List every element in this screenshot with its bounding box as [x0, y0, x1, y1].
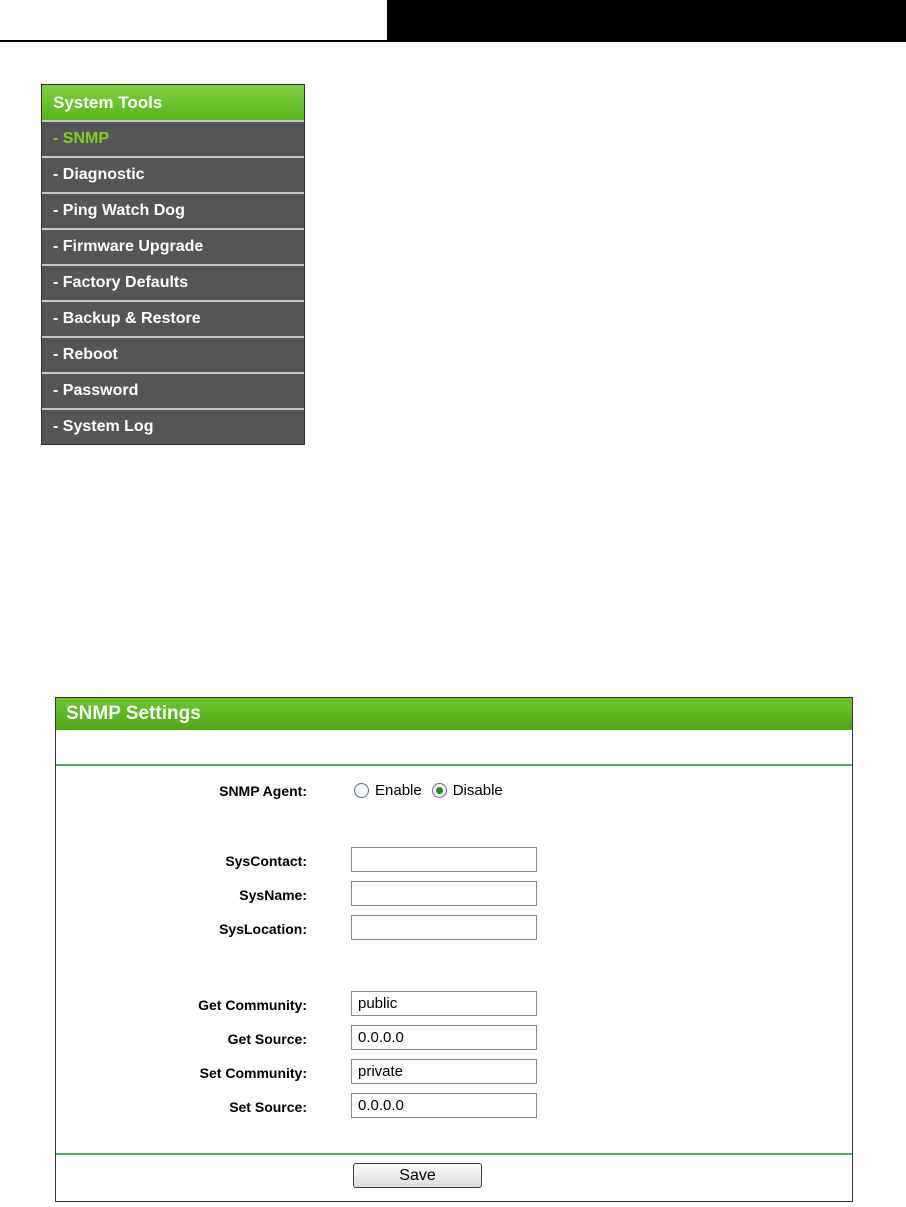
get-source-label: Get Source:: [227, 1031, 307, 1047]
header-bar: [387, 0, 906, 42]
menu-item-reboot[interactable]: - Reboot: [42, 338, 304, 374]
menu-item-factory-defaults[interactable]: - Factory Defaults: [42, 266, 304, 302]
get-source-input[interactable]: [351, 1025, 537, 1050]
header-rule: [0, 40, 387, 42]
menu-item-firmware-upgrade[interactable]: - Firmware Upgrade: [42, 230, 304, 266]
menu-item-ping-watch-dog[interactable]: - Ping Watch Dog: [42, 194, 304, 230]
system-tools-menu: [41, 84, 305, 445]
sysname-label: SysName:: [239, 887, 307, 903]
set-source-label: Set Source:: [229, 1099, 307, 1115]
enable-radio[interactable]: [354, 783, 369, 798]
menu-item-password[interactable]: - Password: [42, 374, 304, 410]
set-source-input[interactable]: [351, 1093, 537, 1118]
save-button[interactable]: Save: [353, 1163, 482, 1188]
sysname-input[interactable]: [351, 881, 537, 906]
disable-radio[interactable]: [432, 783, 447, 798]
set-community-input[interactable]: [351, 1059, 537, 1084]
panel-title: SNMP Settings: [56, 698, 852, 730]
get-community-input[interactable]: [351, 991, 537, 1016]
snmp-agent-radio-group: [354, 782, 513, 799]
menu-item-diagnostic[interactable]: - Diagnostic: [42, 158, 304, 194]
menu-item-system-log[interactable]: - System Log: [42, 410, 304, 444]
divider-top: [56, 764, 852, 766]
disable-radio-label[interactable]: Disable: [452, 782, 503, 799]
enable-radio-label[interactable]: Enable: [375, 782, 422, 799]
syscontact-label: SysContact:: [225, 853, 307, 869]
snmp-agent-label: SNMP Agent:: [219, 783, 307, 799]
snmp-settings-panel: [55, 697, 853, 1202]
set-community-label: Set Community:: [199, 1065, 307, 1081]
get-community-label: Get Community:: [198, 997, 307, 1013]
menu-item-backup-restore[interactable]: - Backup & Restore: [42, 302, 304, 338]
menu-title[interactable]: System Tools: [42, 85, 304, 122]
syslocation-label: SysLocation:: [219, 921, 307, 937]
syslocation-input[interactable]: [351, 915, 537, 940]
divider-bottom: [56, 1153, 852, 1155]
menu-item-snmp[interactable]: - SNMP: [42, 122, 304, 158]
syscontact-input[interactable]: [351, 847, 537, 872]
